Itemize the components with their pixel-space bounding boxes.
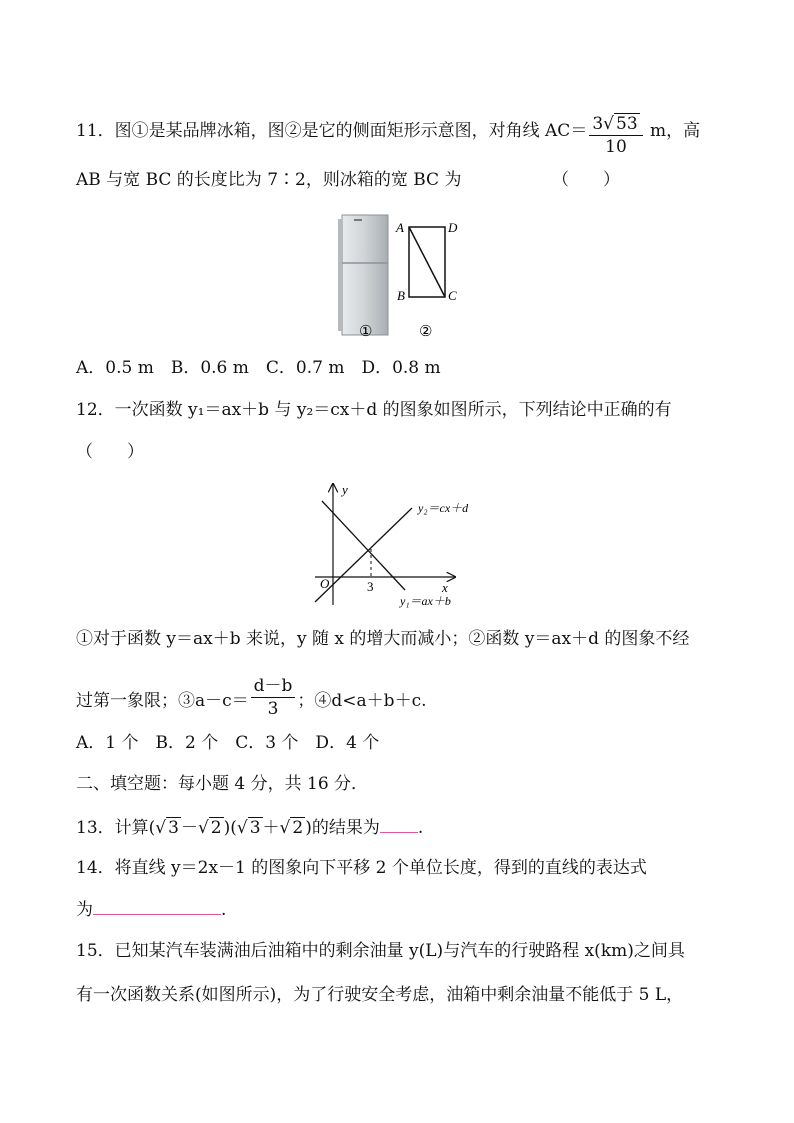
q13-answer-blank[interactable] xyxy=(380,816,418,833)
q11-answer-paren: （ ） xyxy=(552,170,620,190)
ac-fraction: $\frac{3√ 53}{10}$ xyxy=(589,113,642,158)
q14-line1: 14．将直线 y＝2x－1 的图象向下平移 2 个单位长度，得到的直线的表达式 xyxy=(76,858,647,878)
y1-label: y₁＝ax＋b xyxy=(400,594,451,608)
q12-line1: 12．一次函数 y₁＝ax＋b 与 y₂＝cx＋d 的图象如图所示，下列结论中正确的有 xyxy=(76,400,672,420)
q15-line2: 有一次函数关系(如图所示)，为了行驶安全考虑，油箱中剩余油量不能低于 5 L， xyxy=(76,985,684,1005)
origin-label: O xyxy=(320,576,330,591)
section-heading: 二、填空题：每小题 4 分，共 16 分． xyxy=(76,774,369,794)
q14-line2: 为 . xyxy=(76,900,227,920)
line-y2 xyxy=(315,508,412,602)
q12-options: A．1 个 B．2 个 C．3 个 D．4 个 xyxy=(76,733,380,753)
d-minus-b-fraction: $\frac{d-b}{3}$ xyxy=(251,675,296,720)
q11-line2: AB 与宽 BC 的长度比为 7∶2，则冰箱的宽 BC 为 xyxy=(76,170,462,190)
q12-statements-line2: 过第一象限；③a－c＝ $\frac{d-b}{3}$ ；④d<a＋b＋c. xyxy=(76,676,427,719)
q12-answer-paren: （ ） xyxy=(76,442,144,462)
fridge-figure xyxy=(330,205,470,345)
rectangle-diagram xyxy=(395,220,458,303)
q15-line1: 15．已知某汽车装满油后油箱中的剩余油量 y(L)与汽车的行驶路程 x(km)之间具 xyxy=(76,941,685,961)
y2-label: y₂＝cx＋d xyxy=(418,501,469,515)
q11-options: A．0.5 m B．0.6 m C．0.7 m D．0.8 m xyxy=(76,358,441,378)
label-D: D xyxy=(448,220,458,235)
y-axis-label: y xyxy=(342,482,348,497)
x-axis-label: x xyxy=(442,580,448,595)
linear-functions-graph xyxy=(305,478,490,613)
fridge-image xyxy=(338,215,388,335)
q11-line1: 11．图①是某品牌冰箱，图②是它的侧面矩形示意图，对角线 AC＝ $\frac{3√ 53}{10}$ m，高 xyxy=(76,114,701,157)
q12-statements-line1: ①对于函数 y＝ax＋b 来说，y 随 x 的增大而减小；②函数 y＝ax＋d 的图象不经 xyxy=(76,629,690,649)
fig1-label: ① xyxy=(359,324,373,340)
label-C: C xyxy=(448,288,457,303)
tick-3: 3 xyxy=(367,579,374,594)
q14-answer-blank[interactable] xyxy=(93,898,221,915)
q13-line: 13．计算(√ 3 －√ 2 )(√ 3 ＋√ 2 )的结果为 . xyxy=(76,818,424,838)
label-B: B xyxy=(397,288,405,303)
fig2-label: ② xyxy=(419,324,433,340)
label-A: A xyxy=(396,220,404,235)
